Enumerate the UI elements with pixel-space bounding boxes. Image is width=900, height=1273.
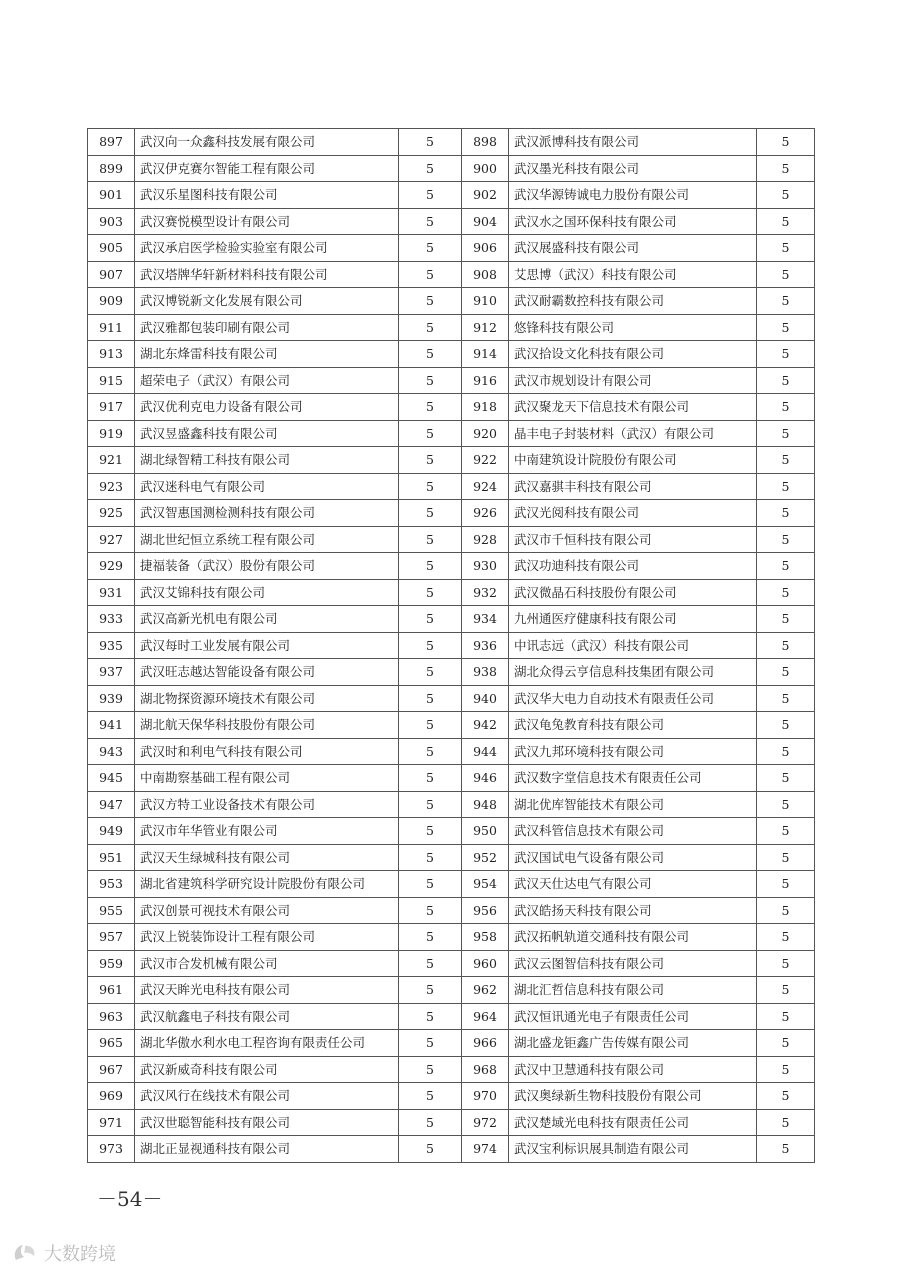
right-number-cell: 924	[462, 473, 509, 500]
right-score-cell: 5	[757, 1136, 815, 1163]
left-company-name-cell: 武汉艾锦科技有限公司	[135, 579, 399, 606]
right-score-cell: 5	[757, 182, 815, 209]
table-row	[88, 314, 815, 341]
right-score-cell: 5	[757, 288, 815, 315]
left-number-cell: 917	[88, 394, 135, 421]
left-company-name-cell: 武汉每时工业发展有限公司	[135, 632, 399, 659]
right-score-cell: 5	[757, 155, 815, 182]
right-company-name-cell: 湖北优库智能技术有限公司	[509, 791, 757, 818]
left-number-cell: 935	[88, 632, 135, 659]
table-row	[88, 791, 815, 818]
left-company-name-cell: 湖北绿智精工科技有限公司	[135, 447, 399, 474]
right-company-name-cell: 悠锋科技有限公司	[509, 314, 757, 341]
left-company-name-cell: 武汉乐星图科技有限公司	[135, 182, 399, 209]
right-company-name-cell: 武汉拓帆轨道交通科技有限公司	[509, 924, 757, 951]
right-company-name-cell: 武汉数字堂信息技术有限责任公司	[509, 765, 757, 792]
left-company-name-cell: 湖北东烽雷科技有限公司	[135, 341, 399, 368]
right-score-cell: 5	[757, 897, 815, 924]
left-number-cell: 919	[88, 420, 135, 447]
table-row	[88, 420, 815, 447]
left-number-cell: 929	[88, 553, 135, 580]
right-company-name-cell: 武汉华源铸诚电力股份有限公司	[509, 182, 757, 209]
left-score-cell: 5	[399, 844, 462, 871]
table-row	[88, 632, 815, 659]
left-score-cell: 5	[399, 950, 462, 977]
table-row	[88, 526, 815, 553]
right-score-cell: 5	[757, 208, 815, 235]
right-score-cell: 5	[757, 473, 815, 500]
right-number-cell: 964	[462, 1003, 509, 1030]
right-score-cell: 5	[757, 235, 815, 262]
right-company-name-cell: 武汉功迪科技有限公司	[509, 553, 757, 580]
right-number-cell: 920	[462, 420, 509, 447]
left-number-cell: 903	[88, 208, 135, 235]
right-number-cell: 934	[462, 606, 509, 633]
right-score-cell: 5	[757, 632, 815, 659]
table-row	[88, 1030, 815, 1057]
table-row	[88, 659, 815, 686]
left-score-cell: 5	[399, 1030, 462, 1057]
table-row	[88, 208, 815, 235]
left-score-cell: 5	[399, 871, 462, 898]
left-number-cell: 945	[88, 765, 135, 792]
left-score-cell: 5	[399, 1136, 462, 1163]
right-number-cell: 916	[462, 367, 509, 394]
right-score-cell: 5	[757, 1003, 815, 1030]
left-score-cell: 5	[399, 897, 462, 924]
right-company-name-cell: 武汉市千恒科技有限公司	[509, 526, 757, 553]
table-row	[88, 1136, 815, 1163]
left-number-cell: 947	[88, 791, 135, 818]
right-number-cell: 954	[462, 871, 509, 898]
table-row	[88, 394, 815, 421]
right-number-cell: 948	[462, 791, 509, 818]
right-score-cell: 5	[757, 526, 815, 553]
left-company-name-cell: 武汉上锐装饰设计工程有限公司	[135, 924, 399, 951]
left-score-cell: 5	[399, 579, 462, 606]
table-row	[88, 977, 815, 1004]
table-row	[88, 1056, 815, 1083]
right-score-cell: 5	[757, 791, 815, 818]
left-company-name-cell: 武汉航鑫电子科技有限公司	[135, 1003, 399, 1030]
left-number-cell: 909	[88, 288, 135, 315]
left-score-cell: 5	[399, 765, 462, 792]
left-score-cell: 5	[399, 1109, 462, 1136]
left-number-cell: 957	[88, 924, 135, 951]
left-number-cell: 923	[88, 473, 135, 500]
right-company-name-cell: 武汉龟兔教育科技有限公司	[509, 712, 757, 739]
left-company-name-cell: 湖北华傲水利水电工程咨询有限责任公司	[135, 1030, 399, 1057]
right-number-cell: 926	[462, 500, 509, 527]
right-company-name-cell: 武汉微晶石科技股份有限公司	[509, 579, 757, 606]
right-number-cell: 962	[462, 977, 509, 1004]
right-company-name-cell: 武汉云图智信科技有限公司	[509, 950, 757, 977]
right-number-cell: 950	[462, 818, 509, 845]
left-company-name-cell: 武汉承启医学检验实验室有限公司	[135, 235, 399, 262]
right-number-cell: 918	[462, 394, 509, 421]
left-number-cell: 927	[88, 526, 135, 553]
right-score-cell: 5	[757, 447, 815, 474]
logo-icon	[12, 1242, 38, 1264]
table-row	[88, 579, 815, 606]
left-number-cell: 897	[88, 129, 135, 156]
right-score-cell: 5	[757, 553, 815, 580]
right-score-cell: 5	[757, 1109, 815, 1136]
left-number-cell: 911	[88, 314, 135, 341]
table-row	[88, 288, 815, 315]
right-company-name-cell: 武汉国试电气设备有限公司	[509, 844, 757, 871]
right-score-cell: 5	[757, 1030, 815, 1057]
right-score-cell: 5	[757, 1083, 815, 1110]
left-company-name-cell: 武汉塔牌华轩新材料科技有限公司	[135, 261, 399, 288]
left-company-name-cell: 武汉时和利电气科技有限公司	[135, 738, 399, 765]
left-company-name-cell: 中南勘察基础工程有限公司	[135, 765, 399, 792]
left-score-cell: 5	[399, 235, 462, 262]
left-score-cell: 5	[399, 712, 462, 739]
left-company-name-cell: 超荣电子（武汉）有限公司	[135, 367, 399, 394]
table-row	[88, 950, 815, 977]
left-number-cell: 953	[88, 871, 135, 898]
right-number-cell: 932	[462, 579, 509, 606]
left-company-name-cell: 武汉智惠国测检测科技有限公司	[135, 500, 399, 527]
left-score-cell: 5	[399, 791, 462, 818]
right-number-cell: 946	[462, 765, 509, 792]
right-score-cell: 5	[757, 950, 815, 977]
table-row	[88, 685, 815, 712]
right-number-cell: 910	[462, 288, 509, 315]
left-score-cell: 5	[399, 818, 462, 845]
right-score-cell: 5	[757, 579, 815, 606]
left-number-cell: 939	[88, 685, 135, 712]
right-company-name-cell: 晶丰电子封装材料（武汉）有限公司	[509, 420, 757, 447]
right-number-cell: 936	[462, 632, 509, 659]
left-score-cell: 5	[399, 182, 462, 209]
table-row	[88, 447, 815, 474]
right-score-cell: 5	[757, 844, 815, 871]
right-score-cell: 5	[757, 659, 815, 686]
right-score-cell: 5	[757, 924, 815, 951]
left-company-name-cell: 武汉伊克赛尔智能工程有限公司	[135, 155, 399, 182]
left-number-cell: 969	[88, 1083, 135, 1110]
right-company-name-cell: 武汉中卫慧通科技有限公司	[509, 1056, 757, 1083]
table-row	[88, 155, 815, 182]
left-company-name-cell: 湖北正显视通科技有限公司	[135, 1136, 399, 1163]
left-score-cell: 5	[399, 367, 462, 394]
right-number-cell: 960	[462, 950, 509, 977]
table-row	[88, 129, 815, 156]
right-company-name-cell: 武汉水之国环保科技有限公司	[509, 208, 757, 235]
right-company-name-cell: 武汉派博科技有限公司	[509, 129, 757, 156]
right-company-name-cell: 湖北汇哲信息科技有限公司	[509, 977, 757, 1004]
left-number-cell: 951	[88, 844, 135, 871]
right-number-cell: 898	[462, 129, 509, 156]
right-score-cell: 5	[757, 500, 815, 527]
left-company-name-cell: 湖北世纪恒立系统工程有限公司	[135, 526, 399, 553]
left-number-cell: 973	[88, 1136, 135, 1163]
left-company-name-cell: 武汉迷科电气有限公司	[135, 473, 399, 500]
right-score-cell: 5	[757, 314, 815, 341]
left-company-name-cell: 武汉风行在线技术有限公司	[135, 1083, 399, 1110]
right-number-cell: 922	[462, 447, 509, 474]
left-score-cell: 5	[399, 977, 462, 1004]
left-score-cell: 5	[399, 155, 462, 182]
table-row	[88, 818, 815, 845]
left-number-cell: 941	[88, 712, 135, 739]
table-row	[88, 500, 815, 527]
table-row	[88, 712, 815, 739]
right-number-cell: 930	[462, 553, 509, 580]
right-company-name-cell: 武汉展盛科技有限公司	[509, 235, 757, 262]
right-number-cell: 928	[462, 526, 509, 553]
right-company-name-cell: 武汉市规划设计有限公司	[509, 367, 757, 394]
left-score-cell: 5	[399, 632, 462, 659]
left-company-name-cell: 武汉旺志越达智能设备有限公司	[135, 659, 399, 686]
left-score-cell: 5	[399, 208, 462, 235]
right-score-cell: 5	[757, 261, 815, 288]
left-score-cell: 5	[399, 129, 462, 156]
watermark	[12, 1240, 116, 1266]
table-row	[88, 844, 815, 871]
left-company-name-cell: 武汉天眸光电科技有限公司	[135, 977, 399, 1004]
left-score-cell: 5	[399, 553, 462, 580]
left-score-cell: 5	[399, 924, 462, 951]
left-company-name-cell: 湖北航天保华科技股份有限公司	[135, 712, 399, 739]
right-company-name-cell: 武汉皓扬天科技有限公司	[509, 897, 757, 924]
left-score-cell: 5	[399, 473, 462, 500]
right-company-name-cell: 九州通医疗健康科技有限公司	[509, 606, 757, 633]
table-row	[88, 897, 815, 924]
left-score-cell: 5	[399, 447, 462, 474]
right-score-cell: 5	[757, 765, 815, 792]
left-company-name-cell: 武汉天生绿城科技有限公司	[135, 844, 399, 871]
table-row	[88, 606, 815, 633]
right-number-cell: 972	[462, 1109, 509, 1136]
left-company-name-cell: 武汉新威奇科技有限公司	[135, 1056, 399, 1083]
right-number-cell: 906	[462, 235, 509, 262]
table-body	[88, 129, 815, 1163]
right-company-name-cell: 武汉光阅科技有限公司	[509, 500, 757, 527]
right-score-cell: 5	[757, 1056, 815, 1083]
right-score-cell: 5	[757, 129, 815, 156]
page-number: －54－	[97, 1187, 163, 1211]
left-company-name-cell: 武汉向一众鑫科技发展有限公司	[135, 129, 399, 156]
right-number-cell: 904	[462, 208, 509, 235]
table-row	[88, 473, 815, 500]
left-score-cell: 5	[399, 738, 462, 765]
left-company-name-cell: 武汉市合发机械有限公司	[135, 950, 399, 977]
left-number-cell: 915	[88, 367, 135, 394]
right-number-cell: 912	[462, 314, 509, 341]
right-number-cell: 940	[462, 685, 509, 712]
table-row	[88, 738, 815, 765]
right-company-name-cell: 武汉耐霸数控科技有限公司	[509, 288, 757, 315]
left-number-cell: 905	[88, 235, 135, 262]
left-number-cell: 913	[88, 341, 135, 368]
left-score-cell: 5	[399, 314, 462, 341]
left-score-cell: 5	[399, 1083, 462, 1110]
right-score-cell: 5	[757, 712, 815, 739]
left-company-name-cell: 湖北省建筑科学研究设计院股份有限公司	[135, 871, 399, 898]
right-number-cell: 902	[462, 182, 509, 209]
right-company-name-cell: 武汉科管信息技术有限公司	[509, 818, 757, 845]
left-company-name-cell: 湖北物探资源环境技术有限公司	[135, 685, 399, 712]
right-number-cell: 968	[462, 1056, 509, 1083]
left-score-cell: 5	[399, 606, 462, 633]
right-number-cell: 914	[462, 341, 509, 368]
right-company-name-cell: 武汉华大电力自动技术有限责任公司	[509, 685, 757, 712]
left-company-name-cell: 武汉方特工业设备技术有限公司	[135, 791, 399, 818]
left-score-cell: 5	[399, 659, 462, 686]
left-number-cell: 943	[88, 738, 135, 765]
left-company-name-cell: 武汉创景可视技术有限公司	[135, 897, 399, 924]
right-score-cell: 5	[757, 738, 815, 765]
right-score-cell: 5	[757, 341, 815, 368]
left-score-cell: 5	[399, 1056, 462, 1083]
right-number-cell: 958	[462, 924, 509, 951]
right-score-cell: 5	[757, 367, 815, 394]
left-number-cell: 955	[88, 897, 135, 924]
right-company-name-cell: 中讯志远（武汉）科技有限公司	[509, 632, 757, 659]
left-number-cell: 967	[88, 1056, 135, 1083]
left-company-name-cell: 武汉赛悦模型设计有限公司	[135, 208, 399, 235]
table-row	[88, 1083, 815, 1110]
right-score-cell: 5	[757, 420, 815, 447]
left-score-cell: 5	[399, 261, 462, 288]
left-number-cell: 949	[88, 818, 135, 845]
right-company-name-cell: 武汉楚域光电科技有限责任公司	[509, 1109, 757, 1136]
table-row	[88, 765, 815, 792]
left-number-cell: 907	[88, 261, 135, 288]
right-score-cell: 5	[757, 394, 815, 421]
right-number-cell: 908	[462, 261, 509, 288]
right-company-name-cell: 武汉奥绿新生物科技股份有限公司	[509, 1083, 757, 1110]
right-company-name-cell: 武汉拾设文化科技有限公司	[509, 341, 757, 368]
right-score-cell: 5	[757, 871, 815, 898]
table-row	[88, 553, 815, 580]
table-row	[88, 367, 815, 394]
left-score-cell: 5	[399, 420, 462, 447]
right-number-cell: 956	[462, 897, 509, 924]
right-number-cell: 952	[462, 844, 509, 871]
left-number-cell: 965	[88, 1030, 135, 1057]
table-row	[88, 1109, 815, 1136]
left-company-name-cell: 武汉世聪智能科技有限公司	[135, 1109, 399, 1136]
right-number-cell: 966	[462, 1030, 509, 1057]
left-score-cell: 5	[399, 341, 462, 368]
right-score-cell: 5	[757, 685, 815, 712]
left-number-cell: 899	[88, 155, 135, 182]
left-number-cell: 925	[88, 500, 135, 527]
right-number-cell: 900	[462, 155, 509, 182]
left-number-cell: 961	[88, 977, 135, 1004]
left-company-name-cell: 武汉博锐新文化发展有限公司	[135, 288, 399, 315]
right-company-name-cell: 武汉天仕达电气有限公司	[509, 871, 757, 898]
left-company-name-cell: 捷福装备（武汉）股份有限公司	[135, 553, 399, 580]
table-row	[88, 1003, 815, 1030]
left-number-cell: 921	[88, 447, 135, 474]
left-number-cell: 959	[88, 950, 135, 977]
right-company-name-cell: 武汉宝利标识展具制造有限公司	[509, 1136, 757, 1163]
right-number-cell: 938	[462, 659, 509, 686]
right-number-cell: 944	[462, 738, 509, 765]
table-row	[88, 182, 815, 209]
right-company-name-cell: 武汉九邦环境科技有限公司	[509, 738, 757, 765]
right-company-name-cell: 武汉墨光科技有限公司	[509, 155, 757, 182]
left-company-name-cell: 武汉市年华管业有限公司	[135, 818, 399, 845]
left-number-cell: 963	[88, 1003, 135, 1030]
right-company-name-cell: 武汉恒讯通光电子有限责任公司	[509, 1003, 757, 1030]
left-score-cell: 5	[399, 500, 462, 527]
right-number-cell: 974	[462, 1136, 509, 1163]
right-company-name-cell: 武汉嘉骐丰科技有限公司	[509, 473, 757, 500]
table-row	[88, 261, 815, 288]
table-row	[88, 235, 815, 262]
right-number-cell: 942	[462, 712, 509, 739]
left-number-cell: 901	[88, 182, 135, 209]
left-score-cell: 5	[399, 1003, 462, 1030]
left-score-cell: 5	[399, 526, 462, 553]
company-score-table	[87, 128, 815, 1163]
right-score-cell: 5	[757, 606, 815, 633]
left-number-cell: 971	[88, 1109, 135, 1136]
watermark-text: 大数跨境	[44, 1244, 116, 1265]
left-company-name-cell: 武汉优利克电力设备有限公司	[135, 394, 399, 421]
table-row	[88, 924, 815, 951]
left-score-cell: 5	[399, 288, 462, 315]
right-company-name-cell: 湖北众得云亨信息科技集团有限公司	[509, 659, 757, 686]
right-score-cell: 5	[757, 977, 815, 1004]
right-company-name-cell: 湖北盛龙钜鑫广告传媒有限公司	[509, 1030, 757, 1057]
right-company-name-cell: 中南建筑设计院股份有限公司	[509, 447, 757, 474]
left-number-cell: 933	[88, 606, 135, 633]
left-company-name-cell: 武汉昱盛鑫科技有限公司	[135, 420, 399, 447]
right-company-name-cell: 武汉聚龙天下信息技术有限公司	[509, 394, 757, 421]
right-score-cell: 5	[757, 818, 815, 845]
left-company-name-cell: 武汉高新光机电有限公司	[135, 606, 399, 633]
right-number-cell: 970	[462, 1083, 509, 1110]
left-company-name-cell: 武汉雅都包装印刷有限公司	[135, 314, 399, 341]
right-company-name-cell: 艾思博（武汉）科技有限公司	[509, 261, 757, 288]
left-number-cell: 937	[88, 659, 135, 686]
left-number-cell: 931	[88, 579, 135, 606]
left-score-cell: 5	[399, 685, 462, 712]
table-row	[88, 341, 815, 368]
table-row	[88, 871, 815, 898]
left-score-cell: 5	[399, 394, 462, 421]
